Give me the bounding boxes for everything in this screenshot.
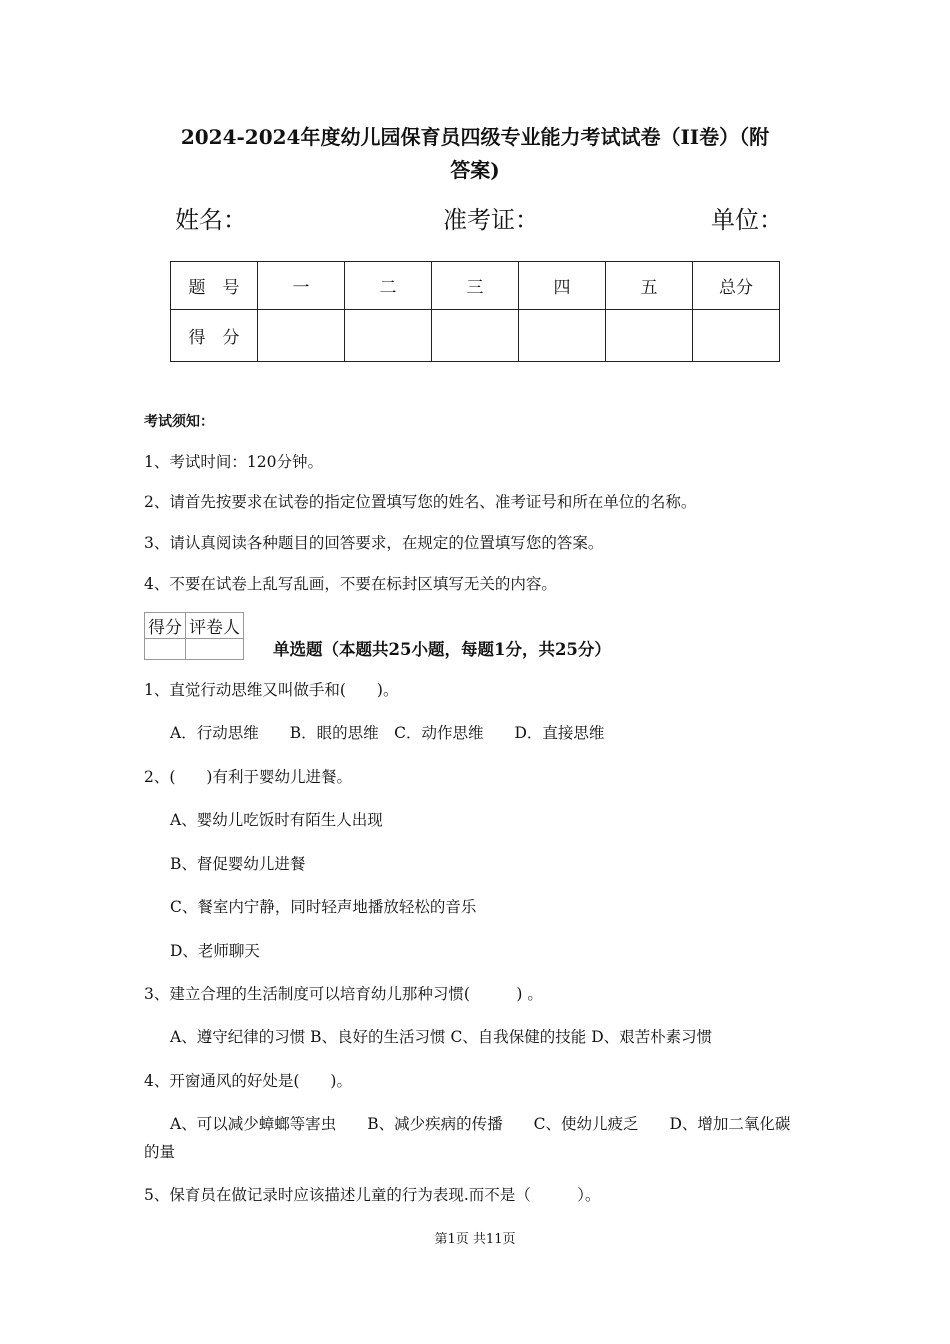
question-2-option-c: C、餐室内宁静，同时轻声地播放轻松的音乐 [170,898,477,916]
question-1: 1、直觉行动思维又叫做手和( )。 [144,681,399,699]
score-table-row-label: 题 号 [171,262,258,310]
score-cell[interactable] [606,310,693,362]
grader-score-label: 得分 [145,613,186,639]
score-table-col: 三 [432,262,519,310]
question-2-option-a: A、婴幼儿吃饭时有陌生人出现 [170,811,383,829]
score-cell[interactable] [258,310,345,362]
question-1-options: A．行动思维 B．眼的思维 C．动作思维 D．直接思维 [170,724,605,742]
score-table-score-row [171,310,780,362]
score-table-col: 五 [606,262,693,310]
score-table-header-row [171,262,780,310]
name-field-label: 姓名： [175,206,247,234]
grader-score-cell[interactable] [145,639,186,660]
score-table-col: 四 [519,262,606,310]
page-title-line1: 2024-2024年度幼儿园保育员四级专业能力考试试卷（II卷）（附 [180,125,770,149]
page-title-line2: 答案) [450,158,500,182]
question-2-option-d: D、老师聊天 [170,942,260,960]
score-table [170,261,780,362]
question-5: 5、保育员在做记录时应该描述儿童的行为表现.而不是（ ）。 [144,1186,601,1204]
question-4-options-line2: 的量 [144,1143,176,1161]
score-cell[interactable] [345,310,432,362]
question-4: 4、开窗通风的好处是( )。 [144,1072,352,1090]
notice-item: 3、请认真阅读各种题目的回答要求，在规定的位置填写您的答案。 [144,534,604,552]
score-cell[interactable] [693,310,780,362]
score-table-row-label: 得 分 [171,310,258,362]
score-table-col: 一 [258,262,345,310]
unit-field-label: 单位： [711,206,783,234]
question-4-options-line1: A、可以减少蟑螂等害虫 B、减少疾病的传播 C、使幼儿疲乏 D、增加二氧化碳 [170,1115,791,1133]
question-3: 3、建立合理的生活制度可以培育幼儿那种习惯( ) 。 [144,985,543,1003]
question-3-options: A、遵守纪律的习惯 B、良好的生活习惯 C、自我保健的技能 D、艰苦朴素习惯 [170,1028,713,1046]
question-2: 2、( )有利于婴幼儿进餐。 [144,768,352,786]
section-title: 单选题（本题共25小题，每题1分，共25分） [273,640,611,659]
score-table-col: 二 [345,262,432,310]
notice-item: 4、不要在试卷上乱写乱画，不要在标封区填写无关的内容。 [144,575,557,593]
grader-reviewer-label: 评卷人 [186,613,244,639]
grader-reviewer-cell[interactable] [186,639,244,660]
notice-item: 1、考试时间：120分钟。 [144,453,323,471]
score-cell[interactable] [519,310,606,362]
exam-id-field-label: 准考证： [443,206,539,234]
grader-box [144,612,244,660]
score-cell[interactable] [432,310,519,362]
notice-item: 2、请首先按要求在试卷的指定位置填写您的姓名、准考证号和所在单位的名称。 [144,493,697,511]
question-2-option-b: B、督促婴幼儿进餐 [170,855,306,873]
page-footer: 第1页 共11页 [434,1232,516,1247]
notice-heading: 考试须知： [144,414,214,430]
score-table-col: 总分 [693,262,780,310]
